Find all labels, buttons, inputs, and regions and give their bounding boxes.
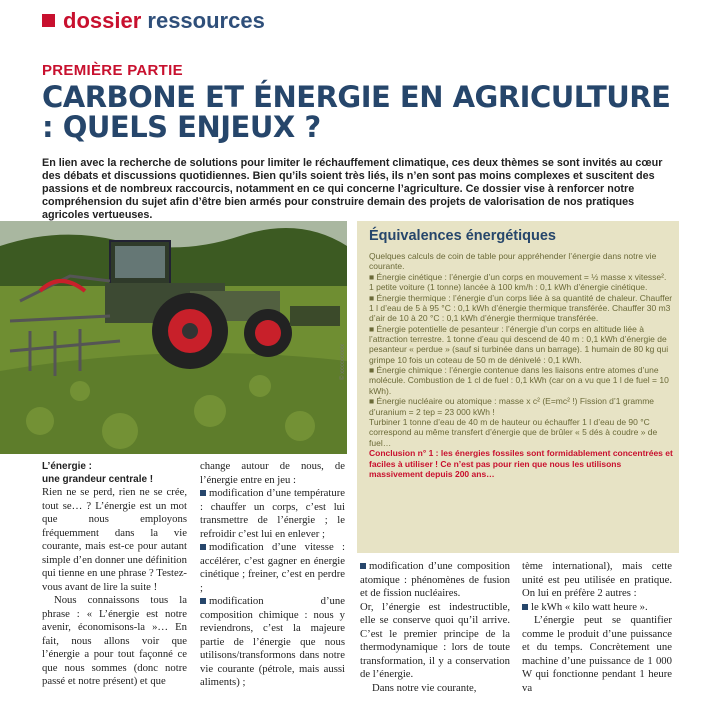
header-word-dossier: dossier [63, 8, 142, 33]
box-paragraph: Turbiner 1 tonne d’eau de 40 m de hauteur ou échauffer 1 l d’eau de 90 °C correspond au même transfert d’énergie que de brûler « 5 dés à coudre » de fuel… [369, 417, 658, 448]
part-label: PREMIÈRE PARTIE [42, 62, 183, 79]
photo-credit: © xxxxxxxxxx [340, 343, 346, 380]
paragraph: Rien ne se perd, rien ne se crée, tout se… ? L’énergie est un mot que nous employons fréquemment dans la vie courante, mais est-ce pour autant simple d’en donner une définition qui tienne en une phrase ? Testez-vous avant de lire la suite ! [42, 486, 187, 593]
tractor-photo [0, 221, 347, 454]
bullet-item [200, 541, 345, 595]
bullet-text: le kWh « kilo watt heure ». [531, 600, 648, 613]
paragraph: change autour de nous, de l’énergie entre en jeu : [200, 460, 345, 486]
bullet-text: modification d’une composition chimique : nous y reviendrons, c’est la majeure partie de l’énergie que nous utilisons/transformons dans notre vie courante (pétrole, mais aussi aliments) ; [200, 595, 345, 688]
text-column-3 [360, 560, 510, 695]
bullet-square-icon [522, 604, 528, 610]
article-intro: En lien avec la recherche de solutions pour limiter le réchauffement climatique, ces deux thèmes se sont invités au cœur des débats et discussions quotidiennes. Bien qu’ils soient très liés, ils n’en sont pas moins complexes et suscitent des passions et de nombreux raccourcis, notamment en ce qui concerne l’agriculture. Ce dossier vise à renforcer notre compréhension du sujet afin d’être bien armés pour construire demain des projets de valorisation de nos pratiques agricoles vertueuses. [42, 157, 663, 221]
bullet-square-icon [360, 563, 366, 569]
text-column-1 [42, 460, 187, 689]
header-word-ressources: ressources [147, 8, 265, 33]
text-column-2 [200, 460, 345, 690]
article-title: CARBONE ET ÉNERGIE EN AGRICULTURE : QUELS ENJEUX ? [42, 80, 671, 144]
box-body [369, 251, 673, 479]
bullet-item [360, 560, 510, 601]
box-title: Équivalences énergétiques [369, 228, 556, 244]
paragraph: tème international), mais cette unité est peu utilisée en pratique. On lui en préfère 2 autres : [522, 560, 672, 599]
red-square-icon [42, 14, 55, 27]
box-paragraph: ■ Énergie nucléaire ou atomique : masse x c² (E=mc² !) Fission d’1 gramme d’uranium = 2 tep = 23 000 kWh ! [369, 396, 655, 417]
bullet-text: modification d’une composition atomique : phénomènes de fusion et de fission nucléaires. [360, 560, 510, 599]
paragraph: Or, l’énergie est indestructible, elle se conserve quoi qu’il arrive. C’est le premier principe de la thermodynamique : lors de toute transformation, il y a conservation de l’énergie. [360, 600, 510, 680]
subheading-line-2: une grandeur centrale ! [42, 474, 154, 485]
paragraph: Nous connaissons tous la phrase : « L’énergie est notre avenir, économisons-la »… En fait, nous allons voir que l’énergie a pour tout façonné ce que nous sommes (donc notre passé et notre présent) et que [42, 594, 187, 687]
box-paragraph: ■ Énergie thermique : l’énergie d’un corps liée à sa quantité de chaleur. Chauffer 1 l d’eau de 5 à 95 °C : 0,1 kWh d’énergie thermique transférée. Chauffer 30 m3 d’air de 10 à 20 °C : 0,1 kWh d’énergie thermique transférée. [369, 292, 673, 324]
box-paragraph: ■ Énergie potentielle de pesanteur : l’énergie d’un corps en altitude liée à l’attraction terrestre. 1 tonne d’eau qui descend de 40 m : 0,1 kWh d’énergie de pesanteur « perdue » (sauf si turbinée dans un barrage). 1 humain de 80 kg qui grimpe 10 fois un coteau de 50 m de dénivelé : 0,1 kWh. [369, 323, 669, 365]
tractor-illustration [0, 221, 347, 454]
section-header [42, 8, 265, 34]
paragraph: Dans notre vie courante, [372, 681, 477, 694]
bullet-square-icon [200, 490, 206, 496]
subheading-line-1: L’énergie : [42, 461, 93, 472]
paragraph: L’énergie peut se quantifier comme le produit d’une puissance et du temps. Concrètement une machine d’une puissance de 1 000 W qui fonctionne pendant 1 heure va [522, 614, 672, 694]
box-paragraph: ■ Énergie cinétique : l’énergie d’un corps en mouvement = ½ masse x vitesse². 1 petite voiture (1 tonne) lancée à 100 km/h : 0,1 kWh d’énergie cinétique. [369, 271, 667, 293]
box-paragraph: ■ Énergie chimique : l’énergie contenue dans les liaisons entre atomes d’une molécule. Combustion de 1 cl de fuel : 0,1 kWh (car on a vu que 1 l de fuel = 10 kWh). [369, 365, 669, 396]
box-paragraph: Quelques calculs de coin de table pour appréhender l’énergie dans notre vie courante. [369, 251, 657, 272]
bullet-item [522, 601, 672, 615]
bullet-text: modification d’une température : chauffer un corps, c’est lui transmettre de l’énergie ; le refroidir c’est lui en enlever ; [200, 487, 345, 540]
bullet-item [200, 595, 345, 690]
box-conclusion: Conclusion n° 1 : les énergies fossiles sont formidablement concentrées et faciles à utiliser ! Ce n’est pas pour rien que nous les utilisons massivement depuis 200 ans… [369, 448, 673, 479]
bullet-text: modification d’une vitesse : accélérer, c’est gagner en énergie cinétique ; freiner, c’est en perdre ; [200, 541, 345, 594]
bullet-item [200, 487, 345, 541]
bullet-square-icon [200, 598, 206, 604]
text-column-4 [522, 560, 672, 695]
bullet-square-icon [200, 544, 206, 550]
